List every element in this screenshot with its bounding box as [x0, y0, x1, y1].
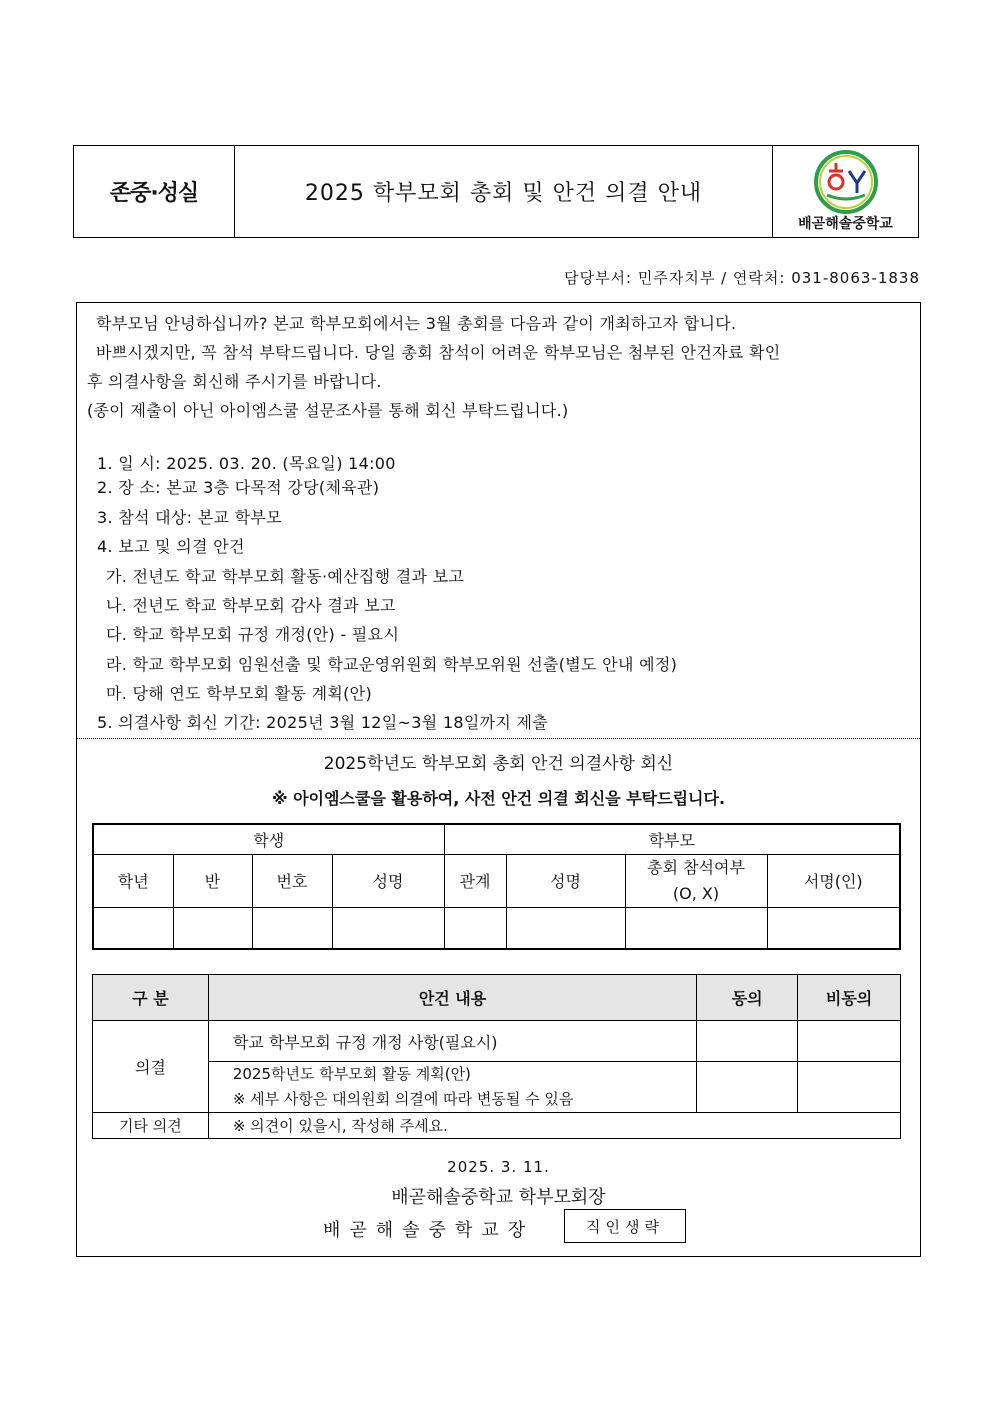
parent-name-input[interactable] [506, 907, 625, 949]
other-opinion-label: 기타 의견 [93, 1113, 209, 1139]
document-header [73, 145, 919, 238]
school-logo [773, 146, 918, 237]
col-student-name: 성명 [332, 854, 444, 907]
student-group-header: 학생 [93, 824, 444, 854]
col-category: 구 분 [93, 975, 209, 1021]
intro-line: (종이 제출이 아닌 아이엠스쿨 설문조사를 통해 회신 부탁드립니다.) [87, 401, 569, 420]
col-content: 안건 내용 [208, 975, 696, 1021]
agenda-item: 3. 참석 대상: 본교 학부모 [97, 508, 282, 527]
student-name-input[interactable] [332, 907, 444, 949]
school-emblem-icon [813, 149, 879, 215]
disagree-cell[interactable] [798, 1062, 901, 1113]
school-motto: 존중·성실 [74, 146, 235, 237]
signer-principal: 배곧해솔중학교장 [323, 1220, 535, 1241]
col-parent-name: 성명 [506, 854, 625, 907]
signature-input[interactable] [767, 907, 900, 949]
category-resolution: 의결 [93, 1021, 209, 1113]
agenda-subitem: 마. 당해 연도 학부모회 활동 계획(안) [106, 684, 372, 703]
attendance-label: 총회 참석여부 [647, 857, 745, 877]
col-number: 번호 [252, 854, 332, 907]
agenda-note: ※ 세부 사항은 대의원회 의결에 따라 변동될 수 있음 [232, 1090, 574, 1108]
agenda-subitem: 나. 전년도 학교 학부모회 감사 결과 보고 [106, 596, 396, 615]
agenda-item: 4. 보고 및 의결 안건 [97, 537, 245, 556]
col-grade: 학년 [93, 854, 173, 907]
reply-subtitle: ※ 아이엠스쿨을 활용하여, 사전 안건 의결 회신을 부탁드립니다. [271, 789, 726, 808]
class-input[interactable] [173, 907, 252, 949]
respondent-info-table [92, 823, 901, 950]
signer-parent-chair: 배곧해솔중학교 학부모회장 [391, 1187, 606, 1208]
notice-body [76, 302, 921, 1257]
intro-line: 바쁘시겠지만, 꼭 참석 부탁드립니다. 당일 총회 참석이 어려운 학부모님은 첨부된 안건자료 확인 [96, 343, 781, 362]
agenda-item: 5. 의결사항 회신 기간: 2025년 3월 12일~3월 18일까지 제출 [97, 713, 548, 732]
disagree-cell[interactable] [798, 1021, 901, 1062]
agenda-content [208, 1062, 696, 1113]
agenda-subitem: 라. 학교 학부모회 임원선출 및 학교운영위원회 학부모위원 선출(별도 안내 예정) [106, 655, 678, 674]
agenda-content: 학교 학부모회 규정 개정 사항(필요시) [208, 1021, 696, 1062]
vote-table [92, 974, 901, 1139]
parent-group-header: 학부모 [444, 824, 900, 854]
col-disagree: 비동의 [798, 975, 901, 1021]
agenda-subitem: 가. 전년도 학교 학부모회 활동·예산집행 결과 보고 [106, 567, 465, 586]
seal-omitted-box: 직인생략 [564, 1209, 686, 1243]
agenda-item: 1. 일 시: 2025. 03. 20. (목요일) 14:00 [97, 454, 396, 473]
intro-line: 학부모님 안녕하십니까? 본교 학부모회에서는 3월 총회를 다음과 같이 개최하고자 합니다. [96, 314, 737, 333]
attendance-options: (O, X) [672, 883, 720, 903]
school-name: 배곧해솔중학교 [798, 216, 893, 232]
agenda-item: 2. 장 소: 본교 3층 다목적 강당(체육관) [97, 478, 380, 497]
col-agree: 동의 [697, 975, 798, 1021]
attendance-input[interactable] [625, 907, 767, 949]
department-contact: 담당부서: 민주자치부 / 연락처: 031-8063-1838 [564, 269, 920, 287]
relation-input[interactable] [444, 907, 506, 949]
issue-date: 2025. 3. 11. [447, 1158, 550, 1176]
cut-line [77, 738, 920, 739]
grade-input[interactable] [93, 907, 173, 949]
number-input[interactable] [252, 907, 332, 949]
agree-cell[interactable] [697, 1021, 798, 1062]
col-relation: 관계 [444, 854, 506, 907]
col-class: 반 [173, 854, 252, 907]
intro-line: 후 의결사항을 회신해 주시기를 바랍니다. [87, 372, 382, 391]
col-signature: 서명(인) [767, 854, 900, 907]
agenda-subitem: 다. 학교 학부모회 규정 개정(안) - 필요시 [106, 625, 400, 644]
other-opinion-field[interactable]: ※ 의견이 있을시, 작성해 주세요. [208, 1113, 900, 1139]
agree-cell[interactable] [697, 1062, 798, 1113]
agenda-content-text: 2025학년도 학부모회 활동 계획(안) [232, 1065, 471, 1083]
col-attendance [625, 854, 767, 907]
document-title: 2025 학부모회 총회 및 안건 의결 안내 [235, 146, 773, 237]
reply-title: 2025학년도 학부모회 총회 안건 의결사항 회신 [323, 754, 674, 774]
